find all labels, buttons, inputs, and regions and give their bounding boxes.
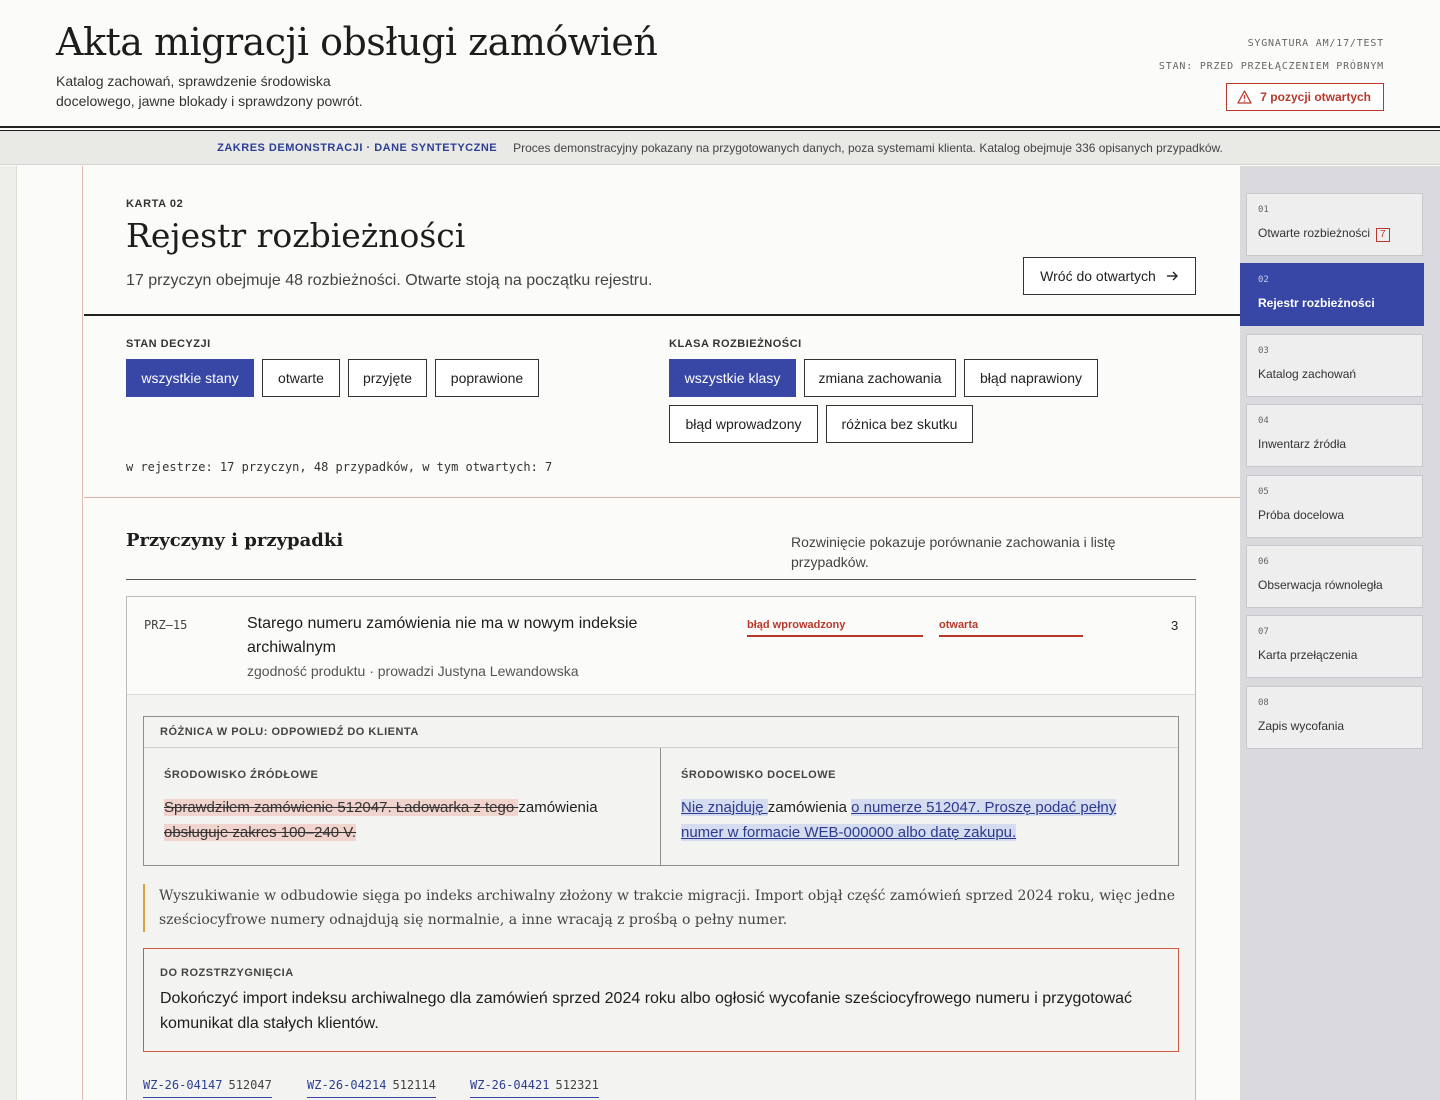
- section-title: Przyczyny i przypadki: [126, 530, 344, 551]
- filter-class-bug-fixed[interactable]: błąd naprawiony: [964, 359, 1098, 397]
- source-kept: zamówienia: [518, 799, 598, 816]
- source-deleted-1: Sprawdziłem zamówienie 512047. Ładowarka z tego: [164, 799, 519, 816]
- target-label: ŚRODOWISKO DOCELOWE: [681, 769, 836, 781]
- source-label: ŚRODOWISKO ŹRÓDŁOWE: [164, 769, 319, 781]
- case-link[interactable]: [307, 1078, 436, 1098]
- sidebar-item-parallel-observation[interactable]: [1246, 545, 1423, 608]
- case-link[interactable]: [470, 1078, 599, 1098]
- filter-class-all[interactable]: wszystkie klasy: [669, 359, 796, 397]
- cause-id: PRZ–15: [144, 618, 188, 632]
- open-items-label: 7 pozycji otwartych: [1260, 90, 1371, 104]
- target-kept: zamówienia: [767, 799, 852, 816]
- sidebar-item-label: Inwentarz źródła: [1258, 437, 1347, 451]
- signature: SYGNATURA AM/17/TEST: [1247, 38, 1384, 49]
- target-inserted-2: o numerze 512047. Proszę podać pełny numer w formacie WEB-000000 albo datę zakupu.: [681, 799, 1117, 841]
- arrow-right-icon: [1166, 270, 1179, 282]
- sidebar-item-label: Rejestr rozbieżności: [1258, 296, 1375, 310]
- diff-header: RÓŻNICA W POLU: ODPOWIEDŹ DO KLIENTA: [144, 717, 1178, 748]
- source-deleted-2: obsługuje zakres 100–240 V.: [164, 824, 357, 841]
- cause-explanation: Wyszukiwanie w odbudowie sięga po indeks archiwalny złożony w trakcie migracji. Import objął część zamówień sprzed 2024 roku, więc jedne sześciocyfrowe numery odnajdują się normalnie, a inne wracają z prośbą o pełny numer.: [143, 884, 1179, 932]
- cause-state-tag: otwarta: [939, 619, 1083, 637]
- main-content: [84, 166, 1240, 1100]
- state-filter-label: STAN DECYZJI: [126, 338, 211, 350]
- cause-class-tag: błąd wprowadzony: [747, 619, 923, 637]
- warning-triangle-icon: [1237, 90, 1252, 104]
- case-code: WZ-26-04421: [470, 1078, 550, 1092]
- page-gutter: [0, 166, 16, 1100]
- sidebar: [1240, 166, 1440, 1100]
- sidebar-item-label: Karta przełączenia: [1258, 648, 1358, 662]
- migration-state: STAN: PRZED PRZEŁĄCZENIEM PRÓBNYM: [1158, 61, 1384, 72]
- sidebar-item-number: 03: [1258, 346, 1269, 356]
- app-title: Akta migracji obsługi zamówień: [56, 20, 658, 64]
- decision-label: DO ROZSTRZYGNIĘCIA: [160, 967, 294, 979]
- cause-case-count: 3: [1171, 618, 1179, 633]
- notice-label: ZAKRES DEMONSTRACJI · DANE SYNTETYCZNE: [217, 141, 498, 154]
- sidebar-item-open-discrepancies[interactable]: [1246, 193, 1423, 256]
- filter-class-behavior-change[interactable]: zmiana zachowania: [804, 359, 956, 397]
- sidebar-item-source-inventory[interactable]: [1246, 404, 1423, 467]
- section-note: Rozwinięcie pokazuje porównanie zachowania i listę przypadków.: [791, 534, 1116, 570]
- cause-card: [126, 596, 1196, 1100]
- sidebar-item-number: 05: [1258, 487, 1269, 497]
- filter-state-fixed[interactable]: poprawione: [435, 359, 539, 397]
- case-order-number: 512114: [392, 1078, 436, 1092]
- decision-box: [143, 948, 1179, 1052]
- page-title: Rejestr rozbieżności: [126, 216, 466, 255]
- diff-comparison: [143, 716, 1179, 866]
- back-to-open-button[interactable]: [1023, 257, 1196, 295]
- decision-text: Dokończyć import indeksu archiwalnego dla zamówień sprzed 2024 roku albo ogłosić wycofanie sześciocyfrowego numeru i przygotować komunikat dla stałych klientów.: [160, 990, 1133, 1032]
- sidebar-item-label: Zapis wycofania: [1258, 719, 1345, 733]
- header-rule: [0, 126, 1440, 128]
- case-code: WZ-26-04214: [307, 1078, 387, 1092]
- cause-meta: zgodność produktu · prowadzi Justyna Lewandowska: [247, 663, 579, 679]
- sidebar-item-number: 07: [1258, 627, 1269, 637]
- sidebar-item-switchover-card[interactable]: [1246, 615, 1423, 678]
- sidebar-item-number: 08: [1258, 698, 1269, 708]
- sidebar-item-number: 04: [1258, 416, 1269, 426]
- target-text: [681, 795, 1151, 845]
- section-rule: [126, 579, 1196, 580]
- page-description: 17 przyczyn obejmuje 48 rozbieżności. Otwarte stoją na początku rejestru.: [126, 272, 653, 289]
- register-count: w rejestrze: 17 przyczyn, 48 przypadków, w tym otwartych: 7: [126, 460, 553, 474]
- sidebar-item-rollback-record[interactable]: [1246, 686, 1423, 749]
- card-number: KARTA 02: [126, 198, 184, 210]
- sidebar-item-count-badge: 7: [1376, 228, 1390, 242]
- sidebar-item-number: 01: [1258, 205, 1269, 215]
- filter-state-all[interactable]: wszystkie stany: [126, 359, 254, 397]
- sidebar-item-label: Próba docelowa: [1258, 508, 1345, 522]
- source-text: [164, 795, 634, 845]
- case-link[interactable]: [143, 1078, 272, 1098]
- sidebar-item-label: Obserwacja równoległa: [1258, 578, 1383, 592]
- filter-rule: [84, 497, 1240, 498]
- filter-class-no-effect[interactable]: różnica bez skutku: [826, 405, 973, 443]
- case-code: WZ-26-04147: [143, 1078, 223, 1092]
- case-order-number: 512321: [555, 1078, 599, 1092]
- case-order-number: 512047: [228, 1078, 272, 1092]
- sidebar-item-text: Otwarte rozbieżności: [1258, 226, 1371, 240]
- open-items-badge[interactable]: [1226, 83, 1384, 111]
- sidebar-item-behavior-catalog[interactable]: [1246, 334, 1423, 397]
- notice-text: Proces demonstracyjny pokazany na przygotowanych danych, poza systemami klienta. Katalog obejmuje 336 opisanych przypadków.: [513, 140, 1223, 155]
- app-header: [0, 0, 1440, 126]
- back-button-label: Wróć do otwartych: [1040, 268, 1156, 284]
- sidebar-item-label: Katalog zachowań: [1258, 367, 1357, 381]
- sidebar-item-number: 02: [1258, 275, 1269, 285]
- filter-state-open[interactable]: otwarte: [262, 359, 340, 397]
- filter-class-bug-introduced[interactable]: błąd wprowadzony: [669, 405, 818, 443]
- title-rule: [84, 314, 1240, 316]
- class-filter-label: KLASA ROZBIEŻNOŚCI: [669, 338, 802, 350]
- cause-header[interactable]: [127, 597, 1195, 695]
- app-subtitle: Katalog zachowań, sprawdzenie środowiska docelowego, jawne blokady i sprawdzony powrót.: [56, 73, 363, 109]
- sidebar-item-number: 06: [1258, 557, 1269, 567]
- sidebar-item-target-trial[interactable]: [1246, 475, 1423, 538]
- filter-state-accepted[interactable]: przyjęte: [348, 359, 427, 397]
- diff-divider: [660, 748, 661, 865]
- page-margin: [16, 166, 83, 1100]
- target-inserted-1: Nie znajduję: [681, 799, 768, 816]
- demo-notice: [0, 131, 1440, 165]
- cause-title: Starego numeru zamówienia nie ma w nowym indeksie archiwalnym: [247, 615, 638, 656]
- sidebar-item-label: [1258, 226, 1390, 242]
- sidebar-item-register[interactable]: [1240, 263, 1424, 326]
